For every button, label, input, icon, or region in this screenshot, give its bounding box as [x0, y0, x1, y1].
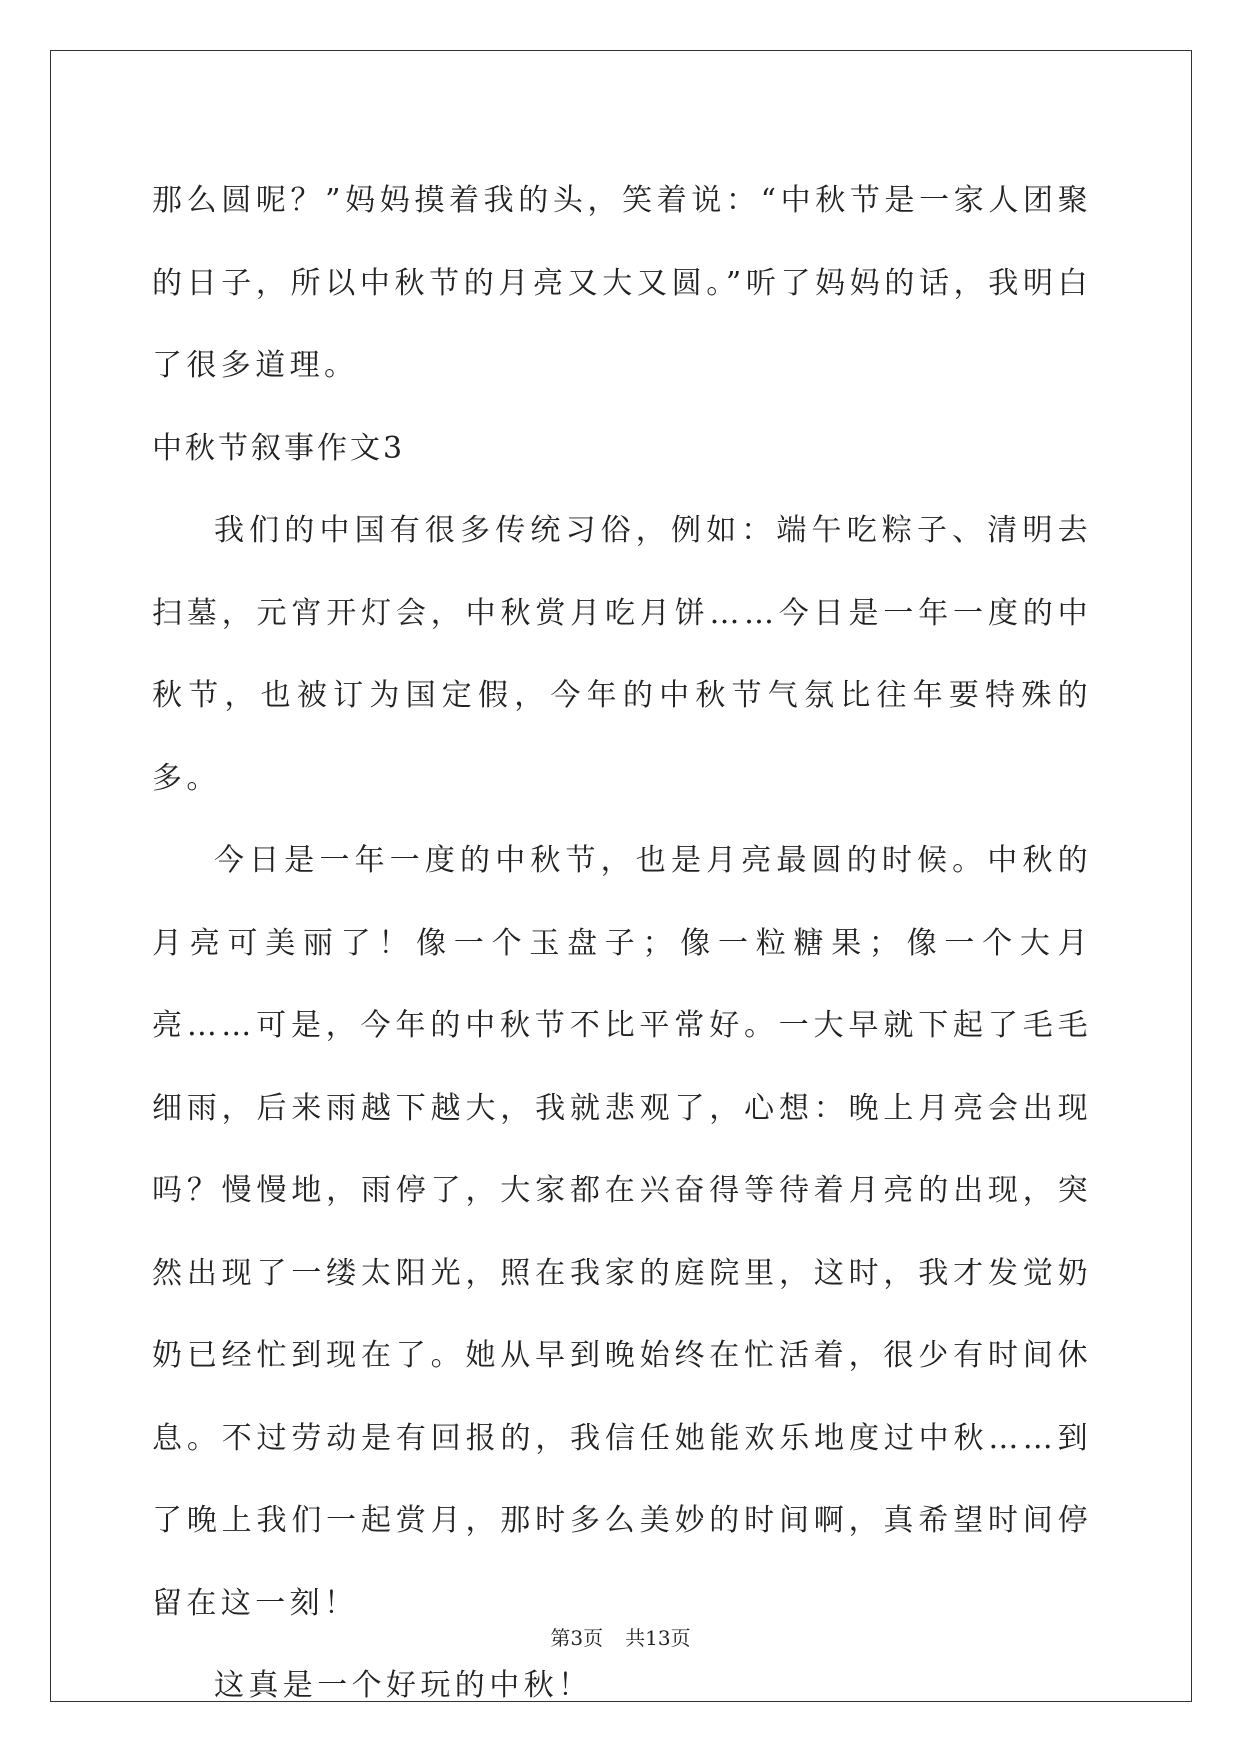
paragraph-customs: 我们的中国有很多传统习俗，例如：端午吃粽子、清明去扫墓，元宵开灯会，中秋赏月吃月饼……今日是一年一度的中秋节，也被订为国定假，今年的中秋节气氛比往年要特殊的多。 — [152, 513, 1092, 796]
document-body — [152, 160, 1092, 1728]
paragraph-moon-festival-day: 今日是一年一度的中秋节，也是月亮最圆的时候。中秋的月亮可美丽了！像一个玉盘子；像一粒糖果；像一个大月亮……可是，今年的中秋节不比平常好。一大早就下起了毛毛细雨，后来雨越下越大，我就悲观了，心想：晚上月亮会出现吗？慢慢地，雨停了，大家都在兴奋得等待着月亮的出现，突然出现了一缕太阳光，照在我家的庭院里，这时，我才发觉奶奶已经忙到现在了。她从早到晚始终在忙活着，很少有时间休息。不过劳动是有回报的，我信任她能欢乐地度过中秋……到了晚上我们一起赏月，那时多么美妙的时间啊，真希望时间停留在这一刻！ — [152, 843, 1092, 1621]
paragraph-conclusion: 这真是一个好玩的中秋！ — [214, 1668, 593, 1703]
essay-title: 中秋节叙事作文3 — [152, 430, 406, 466]
page-footer — [0, 1622, 1241, 1651]
total-page-count: 共13页 — [625, 1626, 691, 1650]
current-page-number: 第3页 — [550, 1626, 604, 1650]
paragraph-continuation: 那么圆呢？”妈妈摸着我的头，笑着说：“中秋节是一家人团聚的日子，所以中秋节的月亮又大又圆。”听了妈妈的话，我明白了很多道理。 — [152, 183, 1092, 383]
